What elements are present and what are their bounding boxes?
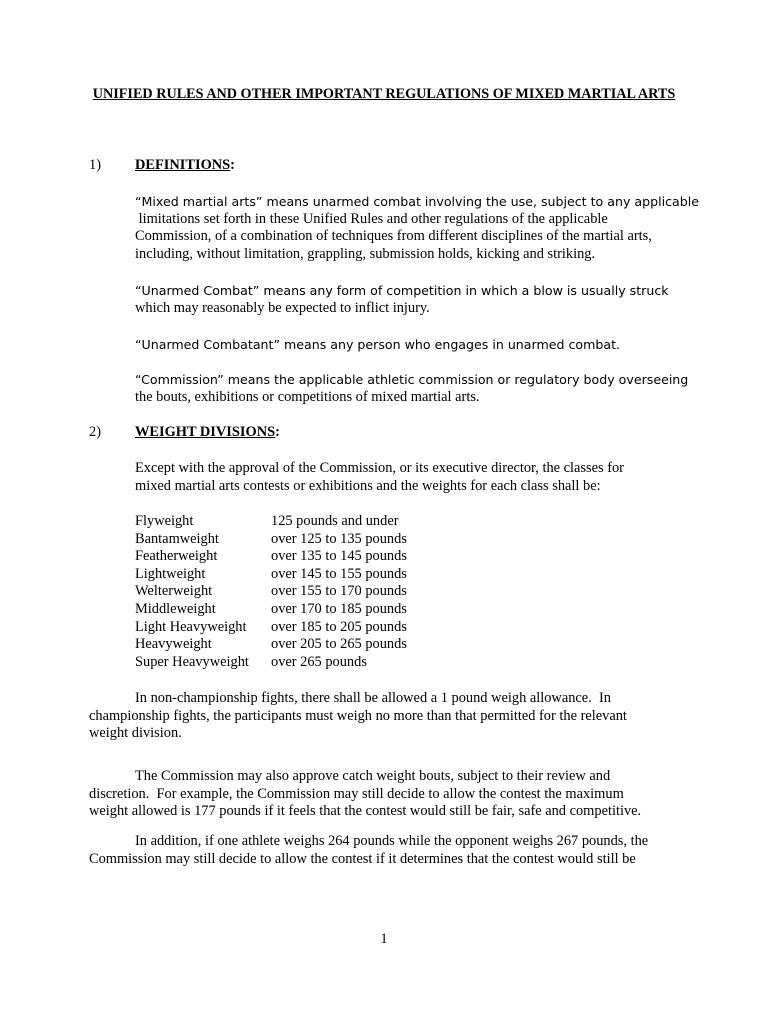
paragraph-line: “Mixed martial arts” means unarmed combat involving the use, subject to any applicable	[135, 194, 699, 209]
weight-class-range: over 155 to 170 pounds	[271, 583, 407, 600]
section-heading-text: WEIGHT DIVISIONS	[135, 424, 276, 440]
paragraph-line: the bouts, exhibitions or competitions of mixed martial arts.	[135, 388, 480, 405]
section-heading-weight-divisions	[135, 424, 280, 442]
weight-class-name: Middleweight	[135, 600, 216, 617]
weight-class-name: Featherweight	[135, 548, 218, 565]
paragraph-line: In non-championship fights, there shall be allowed a 1 pound weigh allowance. In	[135, 690, 611, 706]
weight-class-name: Light Heavyweight	[135, 618, 247, 635]
paragraph-line: mixed martial arts contests or exhibitions and the weights for each class shall be:	[135, 477, 601, 494]
section-number: 2)	[89, 424, 101, 440]
definition-paragraph	[135, 336, 695, 354]
definition-paragraph	[135, 193, 699, 263]
paragraph-line: The Commission may also approve catch weight bouts, subject to their review and	[135, 768, 611, 784]
definition-paragraph	[135, 371, 695, 406]
weight-class-range: 125 pounds and under	[271, 513, 399, 529]
paragraph-line: “Commission” means the applicable athletic commission or regulatory body overseeing	[135, 372, 689, 387]
section-heading-suffix: :	[230, 157, 235, 173]
section-heading-text: DEFINITIONS	[135, 157, 231, 173]
definition-paragraph	[135, 282, 695, 317]
section-heading-suffix: :	[275, 424, 280, 440]
weight-class-range: over 125 to 135 pounds	[271, 530, 407, 547]
paragraph-line: including, without limitation, grappling, submission holds, kicking and striking.	[135, 245, 596, 262]
weight-class-range: over 205 to 265 pounds	[271, 636, 407, 653]
paragraph-line: which may reasonably be expected to inflict injury.	[135, 299, 430, 316]
section-heading-definitions	[135, 157, 235, 175]
weight-intro-paragraph	[135, 460, 695, 495]
weight-class-name: Super Heavyweight	[135, 653, 249, 670]
paragraph-line: Commission, of a combination of techniques from different disciplines of the martial arts,	[135, 228, 652, 245]
paragraph-line: Commission may still decide to allow the contest if it determines that the contest would still be	[89, 850, 636, 867]
weight-class-range: over 135 to 145 pounds	[271, 548, 407, 565]
paragraph-line: weight allowed is 177 pounds if it feels that the contest would still be fair, safe and competitive.	[89, 803, 642, 820]
paragraph-line: discretion. For example, the Commission may still decide to allow the contest the maximum	[89, 785, 624, 802]
paragraph-line: championship fights, the participants must weigh no more than that permitted for the relevant	[89, 707, 627, 724]
weight-class-range: over 185 to 205 pounds	[271, 618, 407, 635]
weight-class-range: over 170 to 185 pounds	[271, 600, 407, 617]
weight-class-name: Bantamweight	[135, 530, 219, 547]
weight-class-name: Lightweight	[135, 565, 206, 582]
section-number: 1)	[89, 157, 101, 173]
paragraph-line: “Unarmed Combatant” means any person who engages in unarmed combat.	[135, 337, 621, 352]
weight-class-range: over 265 pounds	[271, 653, 367, 670]
weight-difference-paragraph	[89, 833, 689, 868]
weight-class-range: over 145 to 155 pounds	[271, 565, 407, 582]
paragraph-line: weight division.	[89, 725, 182, 742]
page-number: 1	[380, 931, 388, 947]
weight-class-name: Flyweight	[135, 513, 194, 529]
weight-class-name: Heavyweight	[135, 636, 212, 653]
catch-weight-paragraph	[89, 768, 689, 821]
paragraph-line: In addition, if one athlete weighs 264 pounds while the opponent weighs 267 pounds, the	[135, 833, 649, 849]
weight-class-name: Welterweight	[135, 583, 213, 600]
paragraph-line: limitations set forth in these Unified Rules and other regulations of the applicable	[135, 210, 608, 227]
paragraph-line: “Unarmed Combat” means any form of competition in which a blow is usually struck	[135, 283, 669, 298]
document-title: UNIFIED RULES AND OTHER IMPORTANT REGULATIONS OF MIXED MARTIAL ARTS	[92, 86, 676, 102]
paragraph-line: Except with the approval of the Commission, or its executive director, the classes for	[135, 460, 624, 476]
weigh-allowance-paragraph	[89, 690, 689, 743]
